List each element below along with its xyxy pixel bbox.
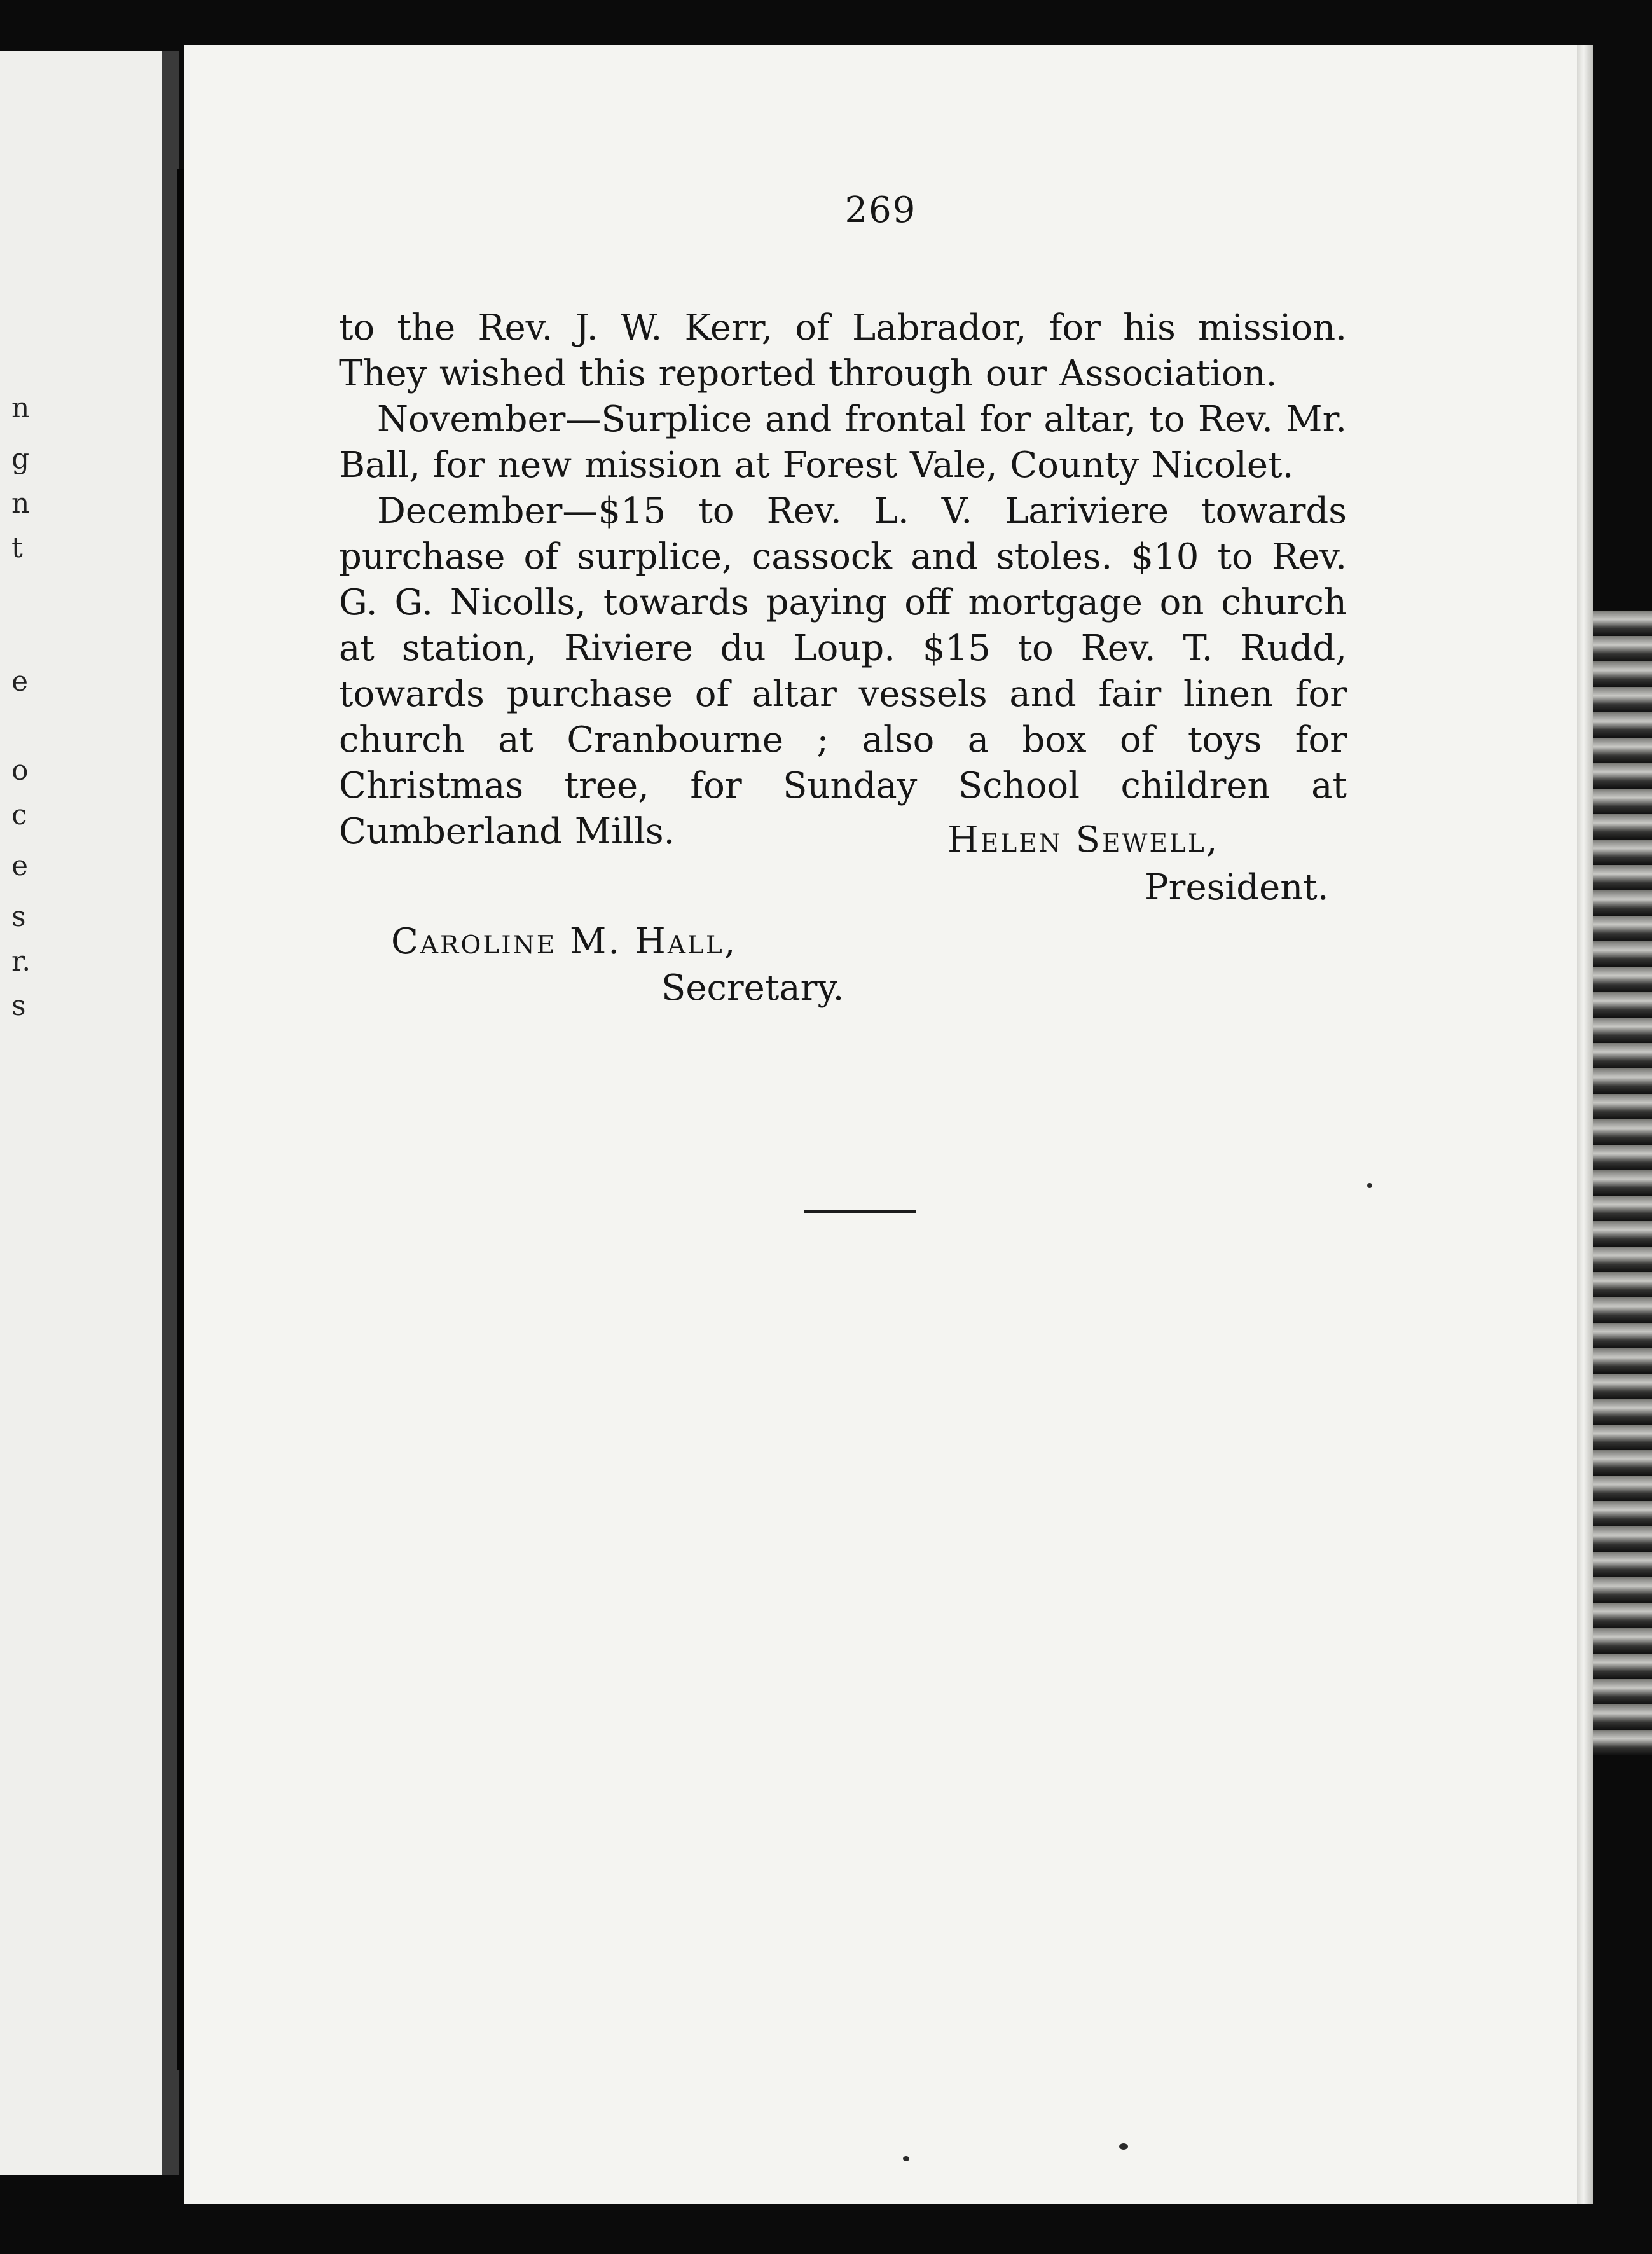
fragment: s bbox=[11, 901, 26, 933]
body-text bbox=[339, 305, 1347, 855]
page-stack-edge bbox=[1593, 611, 1652, 1755]
fragment: e bbox=[11, 850, 29, 882]
fragment: n bbox=[11, 487, 30, 520]
gutter-shadow bbox=[177, 169, 184, 2070]
page-number: 269 bbox=[844, 190, 917, 231]
print-speck bbox=[903, 2156, 909, 2161]
fragment: e bbox=[11, 665, 29, 698]
print-speck bbox=[1119, 2143, 1128, 2150]
fragment: o bbox=[11, 754, 29, 787]
secretary-name: Caroline M. Hall, bbox=[391, 921, 738, 962]
facing-page-edge bbox=[0, 51, 162, 2175]
fragment: s bbox=[11, 990, 26, 1022]
paragraph: to the Rev. J. W. Kerr, of Labrador, for his mission. They wished this reported through our Association. bbox=[339, 307, 1347, 394]
facing-page-fragments bbox=[11, 51, 37, 2175]
print-speck bbox=[1367, 1183, 1372, 1188]
fragment: r. bbox=[11, 945, 31, 978]
president-title: President. bbox=[1145, 867, 1329, 908]
document-page bbox=[184, 45, 1577, 2204]
fragment: t bbox=[11, 532, 23, 564]
president-name: Helen Sewell, bbox=[947, 819, 1220, 861]
paragraph: December—$15 to Rev. L. V. Lariviere towards purchase of surplice, cassock and stoles. $10 to Rev. G. G. Nicolls, towards paying off mortgage on church at station, Riviere du Loup. $15 to Rev. T. Rudd, towards purchase of altar vessels and fair linen for church at Cranbourne ; also a box of toys for Christmas tree, for Sunday School children at Cumberland Mills. bbox=[339, 490, 1347, 852]
secretary-title: Secretary. bbox=[661, 967, 844, 1009]
fragment: c bbox=[11, 799, 27, 831]
fragment: n bbox=[11, 392, 30, 424]
section-rule bbox=[804, 1210, 916, 1213]
paragraph: November—Surplice and frontal for altar, to Rev. Mr. Ball, for new mission at Forest Vale, County Nicolet. bbox=[339, 399, 1347, 486]
fragment: g bbox=[11, 443, 30, 475]
page-edge bbox=[1577, 45, 1593, 2204]
